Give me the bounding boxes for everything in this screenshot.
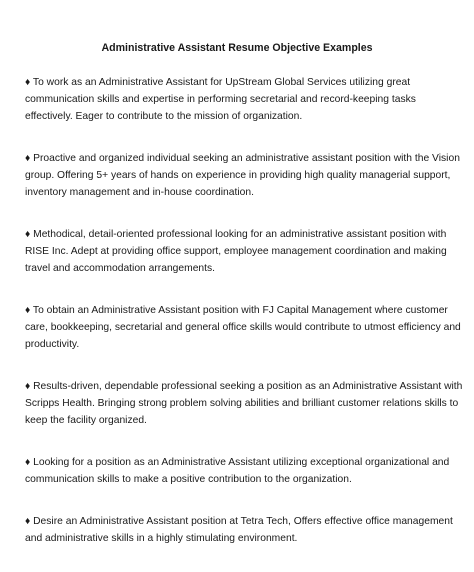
objective-entry-5 (25, 378, 465, 429)
entry-line: ♦ Looking for a position as an Administrative Assistant utilizing exceptional organizational and (25, 457, 450, 468)
objective-entry-7 (25, 513, 465, 547)
entry-line: care, bookkeeping, secretarial and general office skills would contribute to utmost efficiency and (25, 322, 461, 333)
entry-line: ♦ To work as an Administrative Assistant for UpStream Global Services utilizing great (25, 77, 411, 88)
entry-line: and administrative skills in a highly stimulating environment. (25, 533, 298, 544)
entry-line: productivity. (25, 339, 80, 350)
entry-line: RISE Inc. Adept at providing office support, employee management coordination and making (25, 246, 447, 257)
objective-entry-6 (25, 454, 465, 488)
objective-entry-4 (25, 302, 465, 353)
objective-entry-2 (25, 150, 465, 201)
entry-line: inventory management and in-house coordination. (25, 187, 254, 198)
entry-line: Scripps Health. Bringing strong problem solving abilities and brilliant customer relations skills to (25, 398, 459, 409)
entry-line: group. Offering 5+ years of hands on experience in providing high quality managerial support, (25, 170, 451, 181)
entry-line: effectively. Eager to contribute to the mission of organization. (25, 111, 303, 122)
document-title: Administrative Assistant Resume Objective Examples (101, 42, 373, 54)
entry-line: ♦ Methodical, detail-oriented professional looking for an administrative assistant position with (25, 229, 447, 240)
entry-line: communication skills to make a positive contribution to the organization. (25, 474, 352, 485)
entry-line: ♦ To obtain an Administrative Assistant position with FJ Capital Management where customer (25, 305, 448, 316)
objective-entry-1 (25, 74, 465, 125)
objective-list (25, 74, 465, 572)
entry-line: communication skills and expertise in performing secretarial and record-keeping tasks (25, 94, 416, 105)
entry-line: ♦ Desire an Administrative Assistant position at Tetra Tech, Offers effective office management (25, 516, 453, 527)
entry-line: ♦ Proactive and organized individual seeking an administrative assistant position with the Vision (25, 153, 460, 164)
entry-line: travel and accommodation arrangements. (25, 263, 216, 274)
entry-line: keep the facility organized. (25, 415, 147, 426)
objective-entry-3 (25, 226, 465, 277)
entry-line: ♦ Results-driven, dependable professional seeking a position as an Administrative Assistant with (25, 381, 463, 392)
